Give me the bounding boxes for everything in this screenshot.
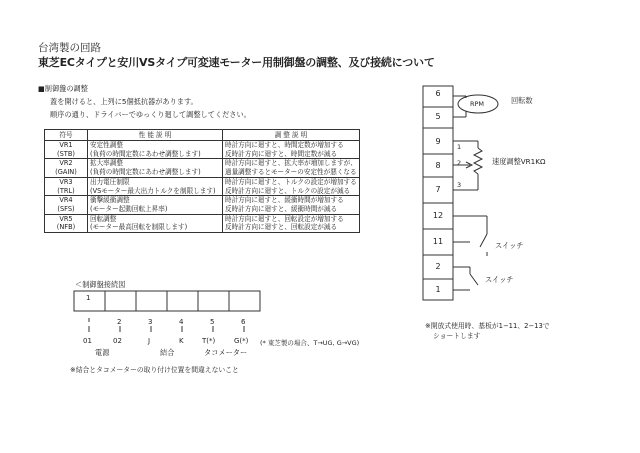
terminal-label: G(*) <box>234 337 249 345</box>
row-adj: 反時計方向に廻すと、トルクの設定が減る <box>223 187 360 196</box>
wiring-terminal: 7 <box>435 185 441 194</box>
row-adj: 反時計方向に廻すと、時間定数が減る <box>223 150 360 159</box>
open-type-note-2: ショートします <box>433 332 481 340</box>
terminal-number: 5 <box>210 318 215 326</box>
terminal-label: 02 <box>113 337 122 345</box>
wiring-terminal: 1 <box>435 285 441 294</box>
row-perf-sub: (VSモーター最大出力トルクを制限します) <box>88 187 223 196</box>
row-adj: 反時計方向に廻すと、緩衝時間が減る <box>223 205 360 214</box>
doc-title-line1: 台湾製の回路 <box>38 42 101 54</box>
wiring-terminal: 11 <box>432 237 444 246</box>
terminal-label: J <box>148 337 151 345</box>
intro-line-1: 蓋を開けると、上列に5個抵抗器があります。 <box>50 97 198 106</box>
header-adjustment: 調 整 説 明 <box>223 130 360 141</box>
row-code-sub: (SFS) <box>45 205 88 214</box>
row-perf: 回転調整 <box>88 214 223 223</box>
wiring-terminal: 8 <box>435 161 441 170</box>
terminal-label: T(*) <box>202 337 216 345</box>
terminal-number: 1 <box>86 294 91 302</box>
terminal-number: 2 <box>117 318 122 326</box>
row-perf: 衝撃緩衝調整 <box>88 196 223 205</box>
switch-label-1: スイッチ <box>495 241 524 250</box>
row-code-sub: (NFB) <box>45 223 88 232</box>
speed-vr-label: 速度調整VR1KΩ <box>492 157 546 166</box>
wiring-terminal: 12 <box>432 211 444 220</box>
terminal-number: 6 <box>241 318 246 326</box>
row-code: VR3 <box>45 177 88 186</box>
group-bond: 結合 <box>160 348 175 357</box>
header-performance: 性 能 説 明 <box>88 130 223 141</box>
connection-warning: ※結合とタコメーターの取り付け位置を間違えないこと <box>70 366 239 374</box>
toshiba-note: (* 東芝製の場合、T→UG, G→VG) <box>260 339 360 347</box>
row-code-sub: (TRL) <box>45 187 88 196</box>
row-code-sub: (STB) <box>45 150 88 159</box>
switch-label-2: スイッチ <box>485 275 514 284</box>
row-code: VR1 <box>45 141 88 150</box>
row-code: VR2 <box>45 159 88 168</box>
wiring-terminal: 5 <box>435 112 441 121</box>
row-adj: 時計方向に廻すと、緩衝時間が増加する <box>223 196 360 205</box>
row-perf: 安定性調整 <box>88 141 223 150</box>
terminal-number: 3 <box>148 318 153 326</box>
intro-line-2: 順序の通り、ドライバーでゆっくり廻して調整してください。 <box>50 110 251 119</box>
row-perf-sub: (モーター最高回転を制限します) <box>88 223 223 232</box>
rpm-label: 回転数 <box>511 96 533 105</box>
row-perf: 拡大率調整 <box>88 159 223 168</box>
pot-pin: 1 <box>457 143 462 151</box>
row-adj: 時計方向に廻すと、回転設定が増加する <box>223 214 360 223</box>
open-type-note-1: ※開放式使用時、基板が1−11、2−13で <box>425 322 550 330</box>
row-perf-sub: (モーター起動回転上昇率) <box>88 205 223 214</box>
row-adj: 過量調整するとモーターの安定性が悪くなる <box>223 168 360 177</box>
wiring-terminal: 9 <box>435 137 441 146</box>
row-code-sub: (GAIN) <box>45 168 88 177</box>
row-adj: 時計方向に廻すと、トルクの設定が増加する <box>223 177 360 186</box>
row-perf: 出力電圧制限 <box>88 177 223 186</box>
row-perf-sub: (負荷の時間定数にあわせ調整します) <box>88 168 223 177</box>
pot-pin: 3 <box>457 181 462 189</box>
terminal-label: 01 <box>83 337 92 345</box>
row-adj: 時計方向に廻すと、拡大率が増加しますが、 <box>223 159 360 168</box>
row-adj: 反時計方向に廻すと、回転設定が減る <box>223 223 360 232</box>
row-perf-sub: (負荷の時間定数にあわせ調整します) <box>88 150 223 159</box>
wiring-terminal: 2 <box>435 262 441 271</box>
section-heading: ■制御盤の調整 <box>38 84 88 93</box>
header-code: 符号 <box>45 130 88 141</box>
row-code: VR5 <box>45 214 88 223</box>
wiring-terminal: 6 <box>435 89 441 98</box>
doc-title-line2: 東芝ECタイプと安川VSタイプ可変速モーター用制御盤の調整、及び接続について <box>38 56 435 69</box>
row-adj: 時計方向に廻すと、時間定数が増加する <box>223 141 360 150</box>
group-power: 電源 <box>95 348 110 357</box>
rpm-meter: RPM <box>470 100 485 108</box>
terminal-number: 4 <box>179 318 184 326</box>
connection-heading: ＜制御盤接続図 <box>75 280 126 289</box>
pot-pin: 2 <box>457 159 462 167</box>
group-tacho: タコメーター <box>204 348 248 357</box>
terminal-label: K <box>179 337 184 345</box>
row-code: VR4 <box>45 196 88 205</box>
